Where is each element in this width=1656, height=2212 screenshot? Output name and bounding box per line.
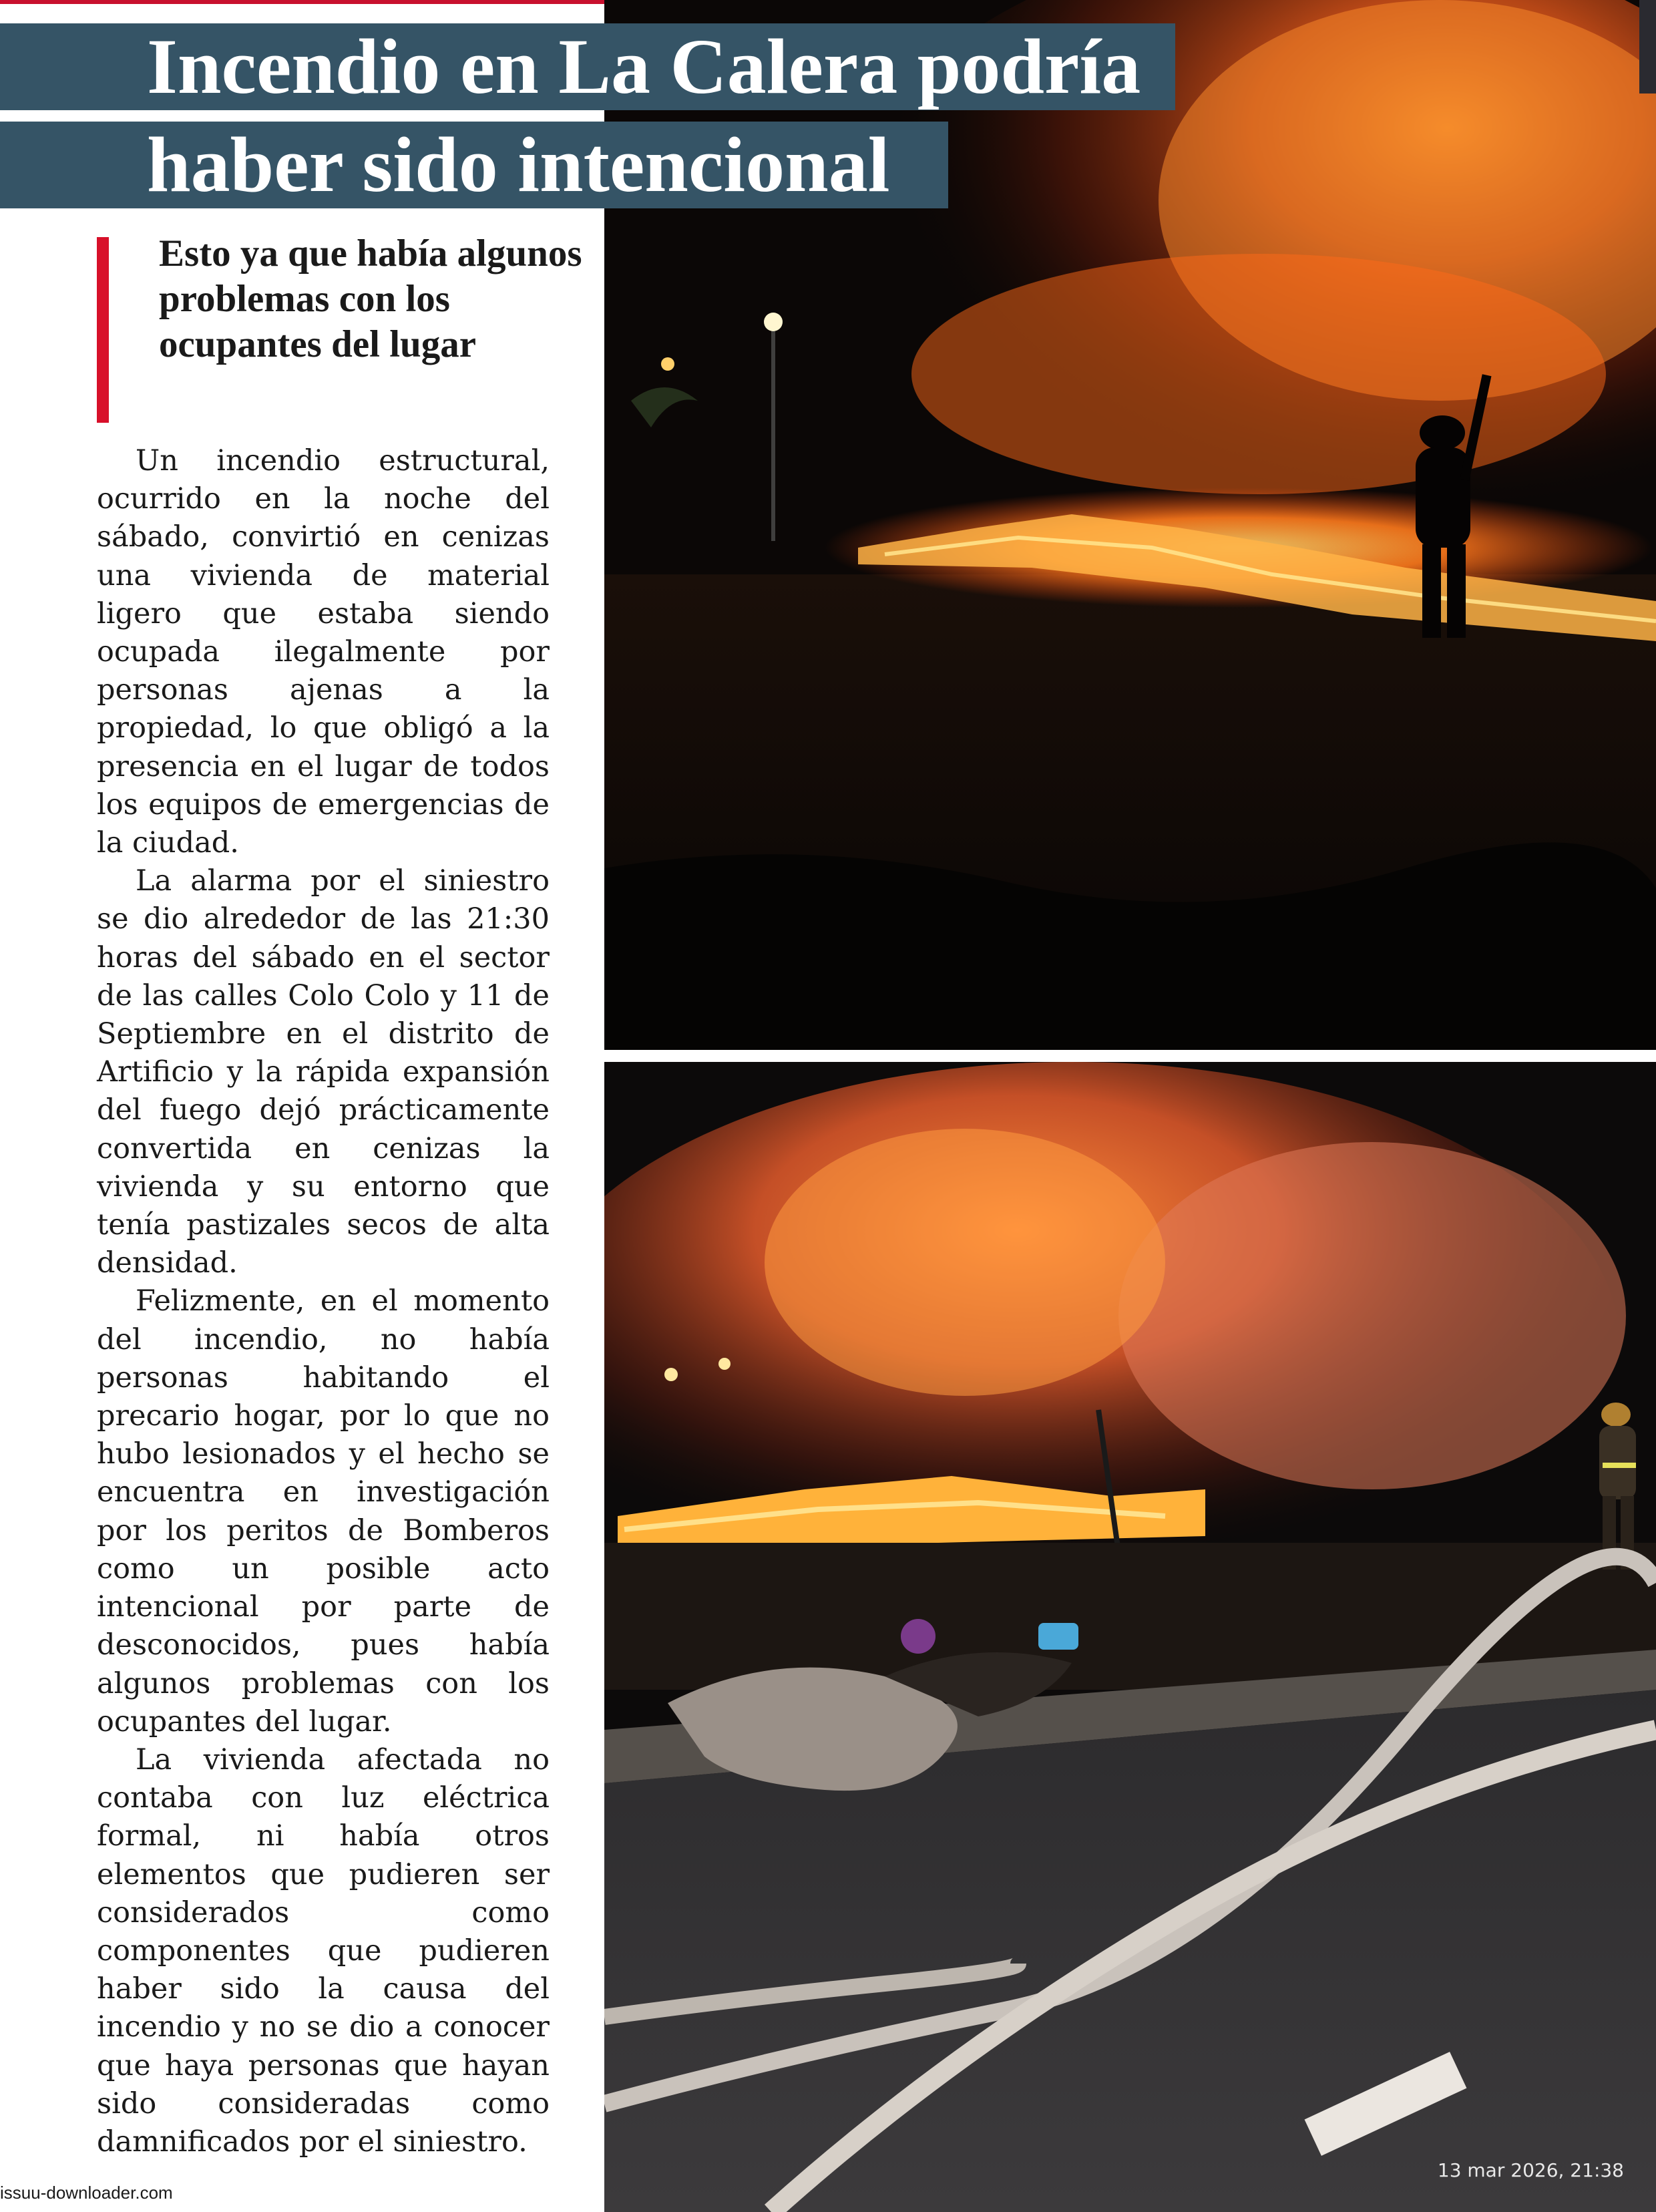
photo-divider: [604, 1050, 1656, 1062]
deck-accent-bar: [97, 237, 109, 423]
body-paragraph-1: Un incendio estructural, ocurrido en la noche del sábado, convirtió en cenizas una vivienda de material ligero que estaba siendo ocupada ilegalmente por personas ajenas a la propiedad, lo que obligó a la presencia en el lugar de todos los equipos de emergencias de la ciudad.: [97, 444, 550, 860]
headline-line-1: Incendio en La Calera podría: [0, 23, 1175, 110]
body-paragraph-2: La alarma por el siniestro se dio alrededor de las 21:30 horas del sábado en el sector de las calles Colo Colo y 11 de Septiembre en el distrito de Artificio y la rápida expansión del fuego dejó prácticamente convertida en cenizas la vivienda y su entorno que tenía pastizales secos de alta densidad.: [97, 864, 550, 1280]
top-rule: [0, 0, 604, 4]
body-paragraph-3: Felizmente, en el momento del incendio, no había personas habitando el precario hogar, por lo que no hubo lesionados y el hecho se encuentra en investigación por los peritos de Bomberos como un posible acto intencional por parte de desconocidos, pues había algunos problemas con los ocupantes del lugar.: [97, 1284, 550, 1738]
article-body: [97, 442, 550, 2161]
deck-subheadline: Esto ya que había algunos problemas con los ocupantes del lugar: [159, 232, 582, 365]
fire-photo-bottom: [604, 1062, 1656, 2212]
body-paragraph-4: La vivienda afectada no contaba con luz eléctrica formal, ni había otros elementos que pudieren ser considerados como componentes que pudieren haber sido la causa del incendio y no se dio a conocer que haya personas que hayan sido consideradas como damnificados por el siniestro.: [97, 1742, 550, 2159]
headline-line-2: haber sido intencional: [0, 122, 948, 208]
fire-photo-bottom-illustration: [604, 1062, 1656, 2212]
photo-timestamp: 13 mar 2026, 21:38: [1437, 2159, 1624, 2181]
source-watermark: issuu-downloader.com: [0, 2183, 173, 2203]
